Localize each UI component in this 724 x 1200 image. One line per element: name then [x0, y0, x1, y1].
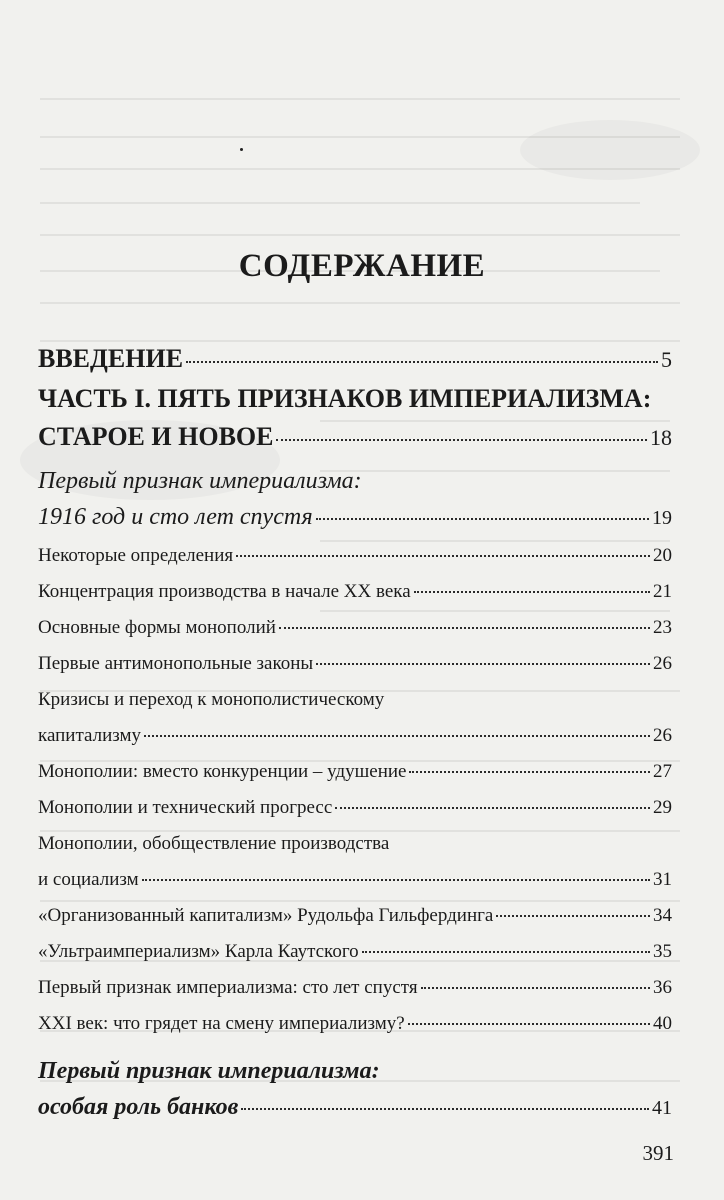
toc-entry-title: «Ультраимпериализм» Карла Каутского — [38, 941, 359, 962]
toc-entry-item[interactable] — [38, 830, 672, 893]
toc-entry-item[interactable] — [38, 902, 672, 929]
toc-entry-item[interactable] — [38, 1010, 672, 1037]
dot-leader — [144, 735, 650, 737]
toc-entry-title-line2: особая роль банков — [38, 1094, 239, 1120]
toc-entry-title: Первый признак империализма: сто лет спустя — [38, 977, 418, 998]
dot-leader — [241, 1108, 649, 1110]
toc-entry-part1[interactable] — [38, 380, 672, 457]
table-of-contents — [38, 340, 672, 1126]
toc-entry-title: Основные формы монополий — [38, 617, 276, 638]
toc-entry-page: 19 — [652, 507, 672, 529]
toc-entry-title: Некоторые определения — [38, 545, 234, 566]
dot-leader — [186, 361, 658, 363]
page-title: СОДЕРЖАНИЕ — [238, 248, 486, 284]
dot-leader — [335, 807, 650, 809]
dot-leader — [316, 518, 649, 520]
toc-entry-page: 5 — [661, 347, 672, 372]
toc-entry-title-line1: Первый признак империализма: — [38, 468, 362, 494]
toc-entry-page: 35 — [653, 941, 672, 962]
toc-entry-page: 18 — [650, 425, 672, 450]
toc-entry-page: 27 — [653, 761, 672, 782]
toc-entry-title-line1: Первый признак империализма: — [38, 1058, 380, 1084]
toc-entry-sign2[interactable] — [38, 1053, 672, 1126]
toc-entry-page: 34 — [653, 905, 672, 926]
toc-entry-title-line1: Кризисы и переход к монополистическому — [38, 689, 385, 710]
toc-entry-item[interactable] — [38, 686, 672, 749]
toc-entry-title-line1: Монополии, обобществление производства — [38, 833, 390, 854]
dot-leader — [421, 987, 650, 989]
dot-leader — [409, 771, 650, 773]
toc-entry-title: Монополии: вместо конкуренции – удушение — [38, 761, 407, 782]
toc-entry-title: Концентрация производства в начале XX века — [38, 581, 411, 602]
toc-entry-page: 20 — [653, 545, 672, 566]
toc-entry-item[interactable] — [38, 614, 672, 641]
dot-leader — [142, 879, 650, 881]
toc-entry-title: ВВЕДЕНИЕ — [38, 344, 184, 373]
stray-dot — [240, 148, 243, 151]
toc-entry-item[interactable] — [38, 542, 672, 569]
toc-entry-title: Первые антимонопольные законы — [38, 653, 314, 674]
toc-entry-title-line2: капитализму — [38, 725, 142, 746]
dot-leader — [236, 555, 650, 557]
dot-leader — [316, 663, 650, 665]
toc-entry-page: 31 — [653, 869, 672, 890]
toc-entry-title: «Организованный капитализм» Рудольфа Гильфердинга — [38, 905, 494, 926]
dot-leader — [279, 627, 650, 629]
toc-entry-page: 21 — [653, 581, 672, 602]
toc-entry-item[interactable] — [38, 758, 672, 785]
toc-entry-item[interactable] — [38, 938, 672, 965]
toc-entry-title-line2: 1916 год и сто лет спустя — [38, 504, 313, 530]
dot-leader — [496, 915, 650, 917]
toc-entry-page: 26 — [653, 653, 672, 674]
dot-leader — [414, 591, 650, 593]
toc-entry-title: Монополии и технический прогресс — [38, 797, 333, 818]
toc-entry-page: 41 — [652, 1097, 672, 1119]
toc-entry-title-line2: СТАРОЕ И НОВОЕ — [38, 422, 274, 451]
toc-entry-page: 26 — [653, 725, 672, 746]
toc-entry-title: XXI век: что грядет на смену империализму? — [38, 1013, 405, 1034]
toc-entry-title-line1: ЧАСТЬ I. ПЯТЬ ПРИЗНАКОВ ИМПЕРИАЛИЗМА: — [38, 384, 652, 413]
dot-leader — [362, 951, 650, 953]
toc-entry-page: 40 — [653, 1013, 672, 1034]
toc-entry-page: 29 — [653, 797, 672, 818]
toc-entry-title-line2: и социализм — [38, 869, 139, 890]
toc-entry-item[interactable] — [38, 794, 672, 821]
dot-leader — [408, 1023, 650, 1025]
page-number: 391 — [642, 1141, 674, 1165]
toc-entry-page: 36 — [653, 977, 672, 998]
dot-leader — [276, 439, 647, 441]
toc-entry-page: 23 — [653, 617, 672, 638]
toc-entry-item[interactable] — [38, 974, 672, 1001]
toc-entry-intro[interactable] — [38, 340, 672, 378]
toc-entry-item[interactable] — [38, 578, 672, 605]
toc-entry-sign1[interactable] — [38, 463, 672, 536]
toc-entry-item[interactable] — [38, 650, 672, 677]
